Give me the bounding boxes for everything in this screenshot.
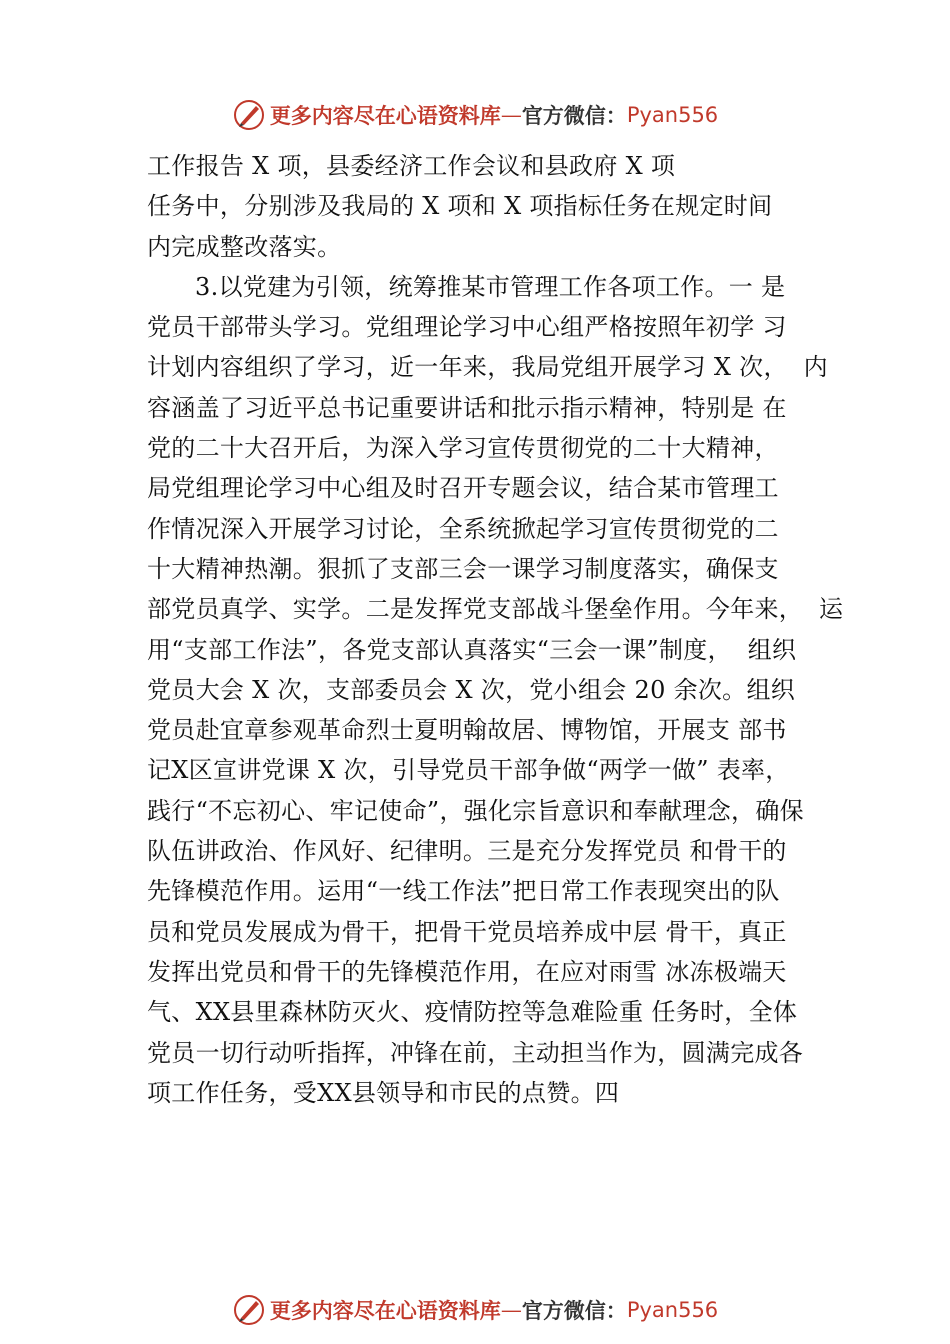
text-line: 践行“不忘初心、牢记使命”，强化宗旨意识和奉献理念，确保 [147,796,804,825]
text-line: 发挥出党员和骨干的先锋模范作用，在应对雨雪 冰冻极端天 [147,957,787,986]
text-line: 任务中，分别涉及我局的 X 项和 X 项指标任务在规定时间 [147,192,773,221]
text-line: 工作报告 X 项，县委经济工作会议和县政府 X 项 [147,152,676,180]
text-line: 先锋模范作用。运用“一线工作法”把日常工作表现突出的队 [147,877,780,906]
header-banner [0,95,950,135]
banner-wechat-id: Pyan556 [626,103,719,127]
banner-label: 官方微信： [521,103,627,128]
text-line: 党员大会 X 次，支部委员会 X 次，党小组会 20 余次。组织 [147,675,796,704]
footer-banner [0,1290,950,1330]
text-line: 局党组理论学习中心组及时召开专题会议，结合某市管理工 [147,474,779,503]
banner-title: 更多内容尽在心语资料库 [269,1298,501,1323]
text-line: 党员赴宜章参观革命烈士夏明翰故居、博物馆，开展支 部书 [147,716,787,745]
text-line: 党员一切行动听指挥，冲锋在前，主动担当作为，圆满完成各 [147,1038,804,1067]
text-line: 部党员真学、实学。二是发挥党支部战斗堡垒作用。今年来， 运 [147,595,844,624]
quill-logo-icon [232,98,266,132]
banner-title: 更多内容尽在心语资料库 [269,103,501,128]
text-line: 作情况深入开展学习讨论，全系统掀起学习宣传贯彻党的二 [147,514,779,543]
banner-dash: — [500,1298,522,1322]
text-line: 记X区宣讲党课 X 次，引导党员干部争做“两学一做” 表率， [147,756,790,785]
text-line: 员和党员发展成为骨干，把骨干党员培养成中层 骨干，真正 [147,917,787,946]
text-line: 十大精神热潮。狠抓了支部三会一课学习制度落实，确保支 [147,554,779,583]
text-line: 计划内容组织了学习，近一年来，我局党组开展学习 X 次， 内 [147,353,828,382]
banner-wechat-id: Pyan556 [626,1298,719,1322]
text-line: 党的二十大召开后，为深入学习宣传贯彻党的二十大精神， [147,434,779,463]
text-line: 项工作任务，受XX县领导和市民的点赞。四 [147,1078,620,1107]
text-line: 用“支部工作法”，各党支部认真落实“三会一课”制度， 组织 [147,635,797,664]
text-line: 党员干部带头学习。党组理论学习中心组严格按照年初学 习 [147,313,787,342]
text-line: 内完成整改落实。 [147,232,342,261]
document-body [147,146,844,1113]
paragraph-start-line: 3.以党建为引领，统筹推某市管理工作各项工作。一 是 [195,272,786,301]
banner-dash: — [500,103,522,127]
quill-logo-icon [232,1293,266,1327]
text-line: 气、XX县里森林防灭火、疫情防控等急难险重 任务时，全体 [147,998,798,1027]
text-line: 队伍讲政治、作风好、纪律明。三是充分发挥党员 和骨干的 [147,837,787,866]
banner-label: 官方微信： [521,1298,627,1323]
text-line: 容涵盖了习近平总书记重要讲话和批示指示精神，特别是 在 [147,393,787,422]
